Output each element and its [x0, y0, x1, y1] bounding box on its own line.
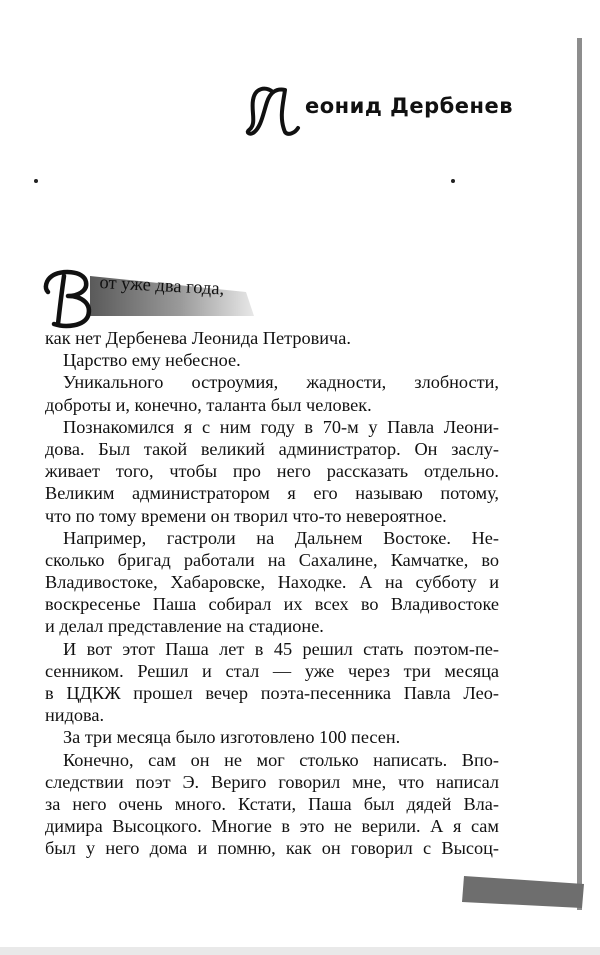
bottom-band [0, 947, 600, 955]
body-text [45, 327, 499, 860]
text-line: сколько бригад работали на Сахалине, Камчатке, во [45, 549, 499, 570]
footer-bar [462, 876, 584, 908]
text-line: что по тому времени он творил что-то невероятное. [45, 505, 447, 526]
text-line: и делал представление на стадионе. [45, 616, 324, 637]
text-line: живает того, чтобы про него рассказать отдельно. [45, 461, 499, 482]
ornament-dot [451, 179, 455, 183]
page-edge [577, 38, 582, 910]
text-line: Конечно, сам он не мог столько написать. Впо- [63, 749, 499, 770]
text-line: за него очень много. Кстати, Паша был дядей Вла- [45, 793, 499, 814]
svg-text:Л: Л [243, 78, 244, 79]
text-line: сенником. Решил и стал — уже через три месяца [45, 660, 499, 681]
text-line: был у него дома и помню, как он говорил с Высоц- [45, 838, 499, 859]
ornament-dot [34, 179, 38, 183]
text-line: Царство ему небесное. [63, 350, 241, 371]
chapter-title-initial [243, 78, 305, 138]
text-line: как нет Дербенева Леонида Петровича. [45, 328, 351, 348]
chapter-title-text: еонид Дербенев [305, 94, 514, 118]
text-line: Владивостоке, Хабаровске, Находке. А на субботу и [45, 572, 499, 593]
text-line: димира Высоцкого. Многие в это не верили. А я сам [45, 816, 499, 837]
text-line: воскресенье Паша собирал их всех во Владивостоке [45, 594, 499, 615]
text-line: в ЦДКЖ прошел вечер поэта-песенника Павла Лео- [45, 683, 499, 703]
text-line: Уникального остроумия, жадности, злобности, [63, 372, 499, 393]
opening-text: от уже два года, [98, 273, 225, 300]
text-line: Великим администратором я его называю потому, [45, 483, 499, 504]
text-line: Например, гастроли на Дальнем Востоке. Не- [63, 527, 499, 548]
text-line: дова. Был такой великий администратор. Он заслу- [45, 438, 499, 459]
text-line: доброты и, конечно, таланта был человек. [45, 394, 372, 415]
text-line: следствии поэт Э. Вериго говорил мне, что написал [45, 771, 499, 792]
chapter-title [243, 78, 543, 138]
text-line: Познакомился я с ним году в 70-м у Павла Леони- [63, 416, 499, 437]
text-line: И вот этот Паша лет в 45 решил стать поэтом-пе- [63, 638, 499, 659]
text-line: За три месяца было изготовлено 100 песен. [63, 727, 401, 748]
drop-cap [38, 266, 98, 330]
text-line: нидова. [45, 705, 105, 726]
